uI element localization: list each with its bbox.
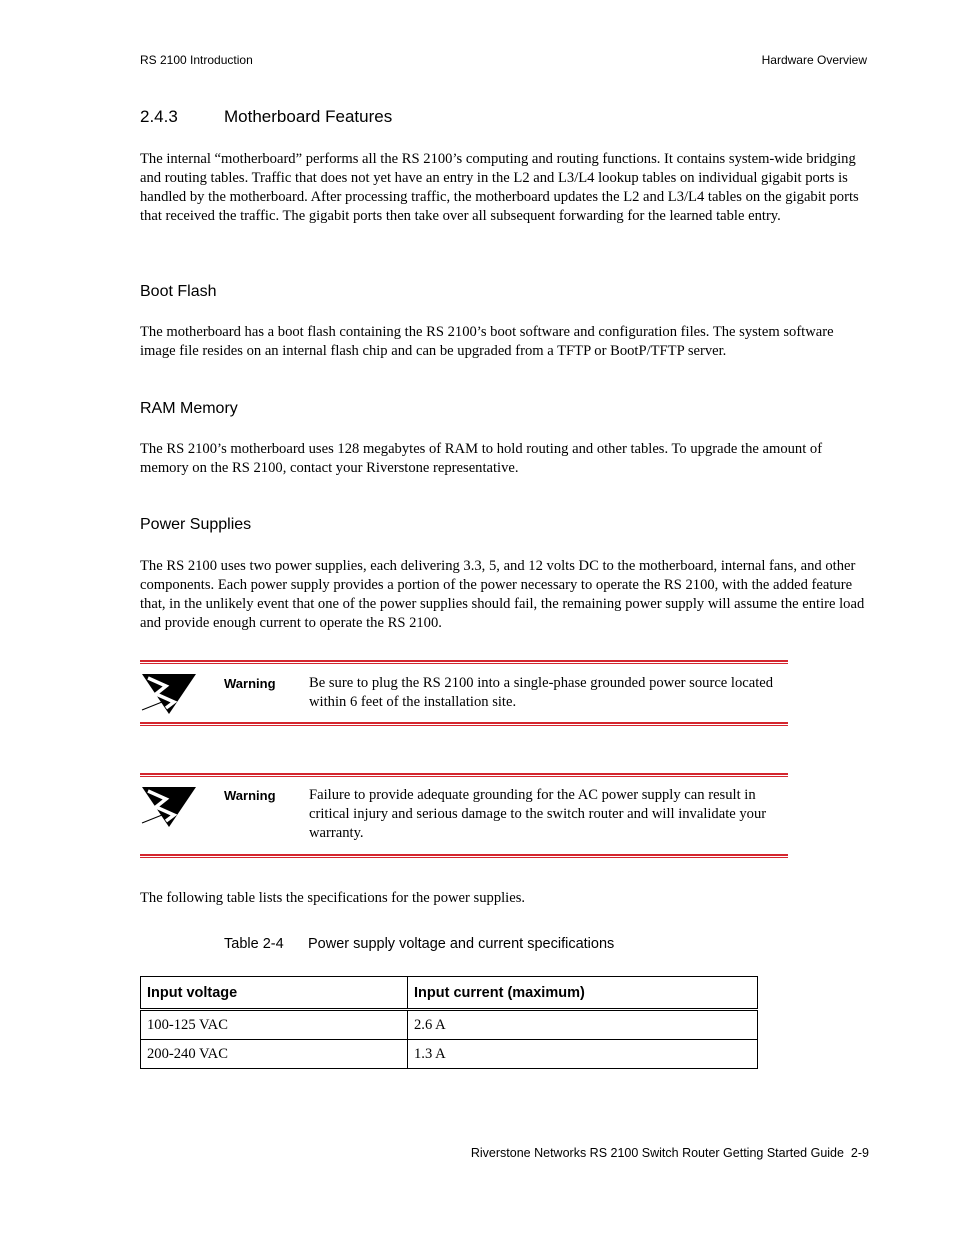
table-cell: 1.3 A <box>408 1040 758 1069</box>
warning-box-2 <box>140 773 788 863</box>
table-caption-text: Power supply voltage and current specifications <box>308 936 615 952</box>
intro-paragraph: The internal “motherboard” performs all the RS 2100’s computing and routing functions. It contains system-wide bridging and routing tables. Traffic that does not yet have an entry in the L2 and L3/L4 lookup tables on individual gigabit ports is handled by the motherboard. After processing traffic, the motherboard updates the L2 and L3/L4 tables on the gigabit ports that received the traffic. The gigabit ports then take over all subsequent forwarding for the learned table entry. <box>140 151 859 224</box>
warning-rule-top <box>140 773 788 777</box>
power-heading: Power Supplies <box>140 516 252 533</box>
table-header-cell: Input voltage <box>141 977 408 1010</box>
page-footer <box>471 1146 869 1160</box>
ram-paragraph: The RS 2100’s motherboard uses 128 megabytes of RAM to hold routing and other tables. To upgrade the amount of memory on the RS 2100, contact your Riverstone representative. <box>140 441 823 476</box>
table-caption <box>224 936 614 952</box>
table-header-row <box>141 977 758 1010</box>
warning-icon <box>140 785 198 829</box>
warning-text: Failure to provide adequate grounding for the AC power supply can result in critical injury and serious damage to the switch router and will invalidate your warranty. <box>309 787 767 841</box>
boot-flash-paragraph: The motherboard has a boot flash containing the RS 2100’s boot software and configuration files. The system software image file resides on an internal flash chip and can be upgraded from a TFTP or BootP/TFTP server. <box>140 324 834 359</box>
section-heading <box>140 107 392 127</box>
ram-heading: RAM Memory <box>140 400 238 417</box>
table-row <box>141 1040 758 1069</box>
boot-flash-heading: Boot Flash <box>140 283 217 300</box>
table-cell: 200-240 VAC <box>141 1040 408 1069</box>
table-intro-paragraph: The following table lists the specifications for the power supplies. <box>140 890 526 906</box>
footer-page-number: 2-9 <box>850 1146 869 1160</box>
warning-rule-top <box>140 660 788 664</box>
warning-label: Warning <box>224 676 276 691</box>
warning-rule-bottom <box>140 722 788 726</box>
running-header-left: RS 2100 Introduction <box>140 53 253 67</box>
power-paragraph: The RS 2100 uses two power supplies, each delivering 3.3, 5, and 12 volts DC to the motherboard, internal fans, and other components. Each power supply provides a portion of the power necessary to operate the RS 2100, with the added feature that, in the unlikely event that one of the power supplies should fail, the remaining power supply will assume the entire load and provide enough current to operate the RS 2100. <box>140 558 865 631</box>
table-header-cell: Input current (maximum) <box>408 977 758 1010</box>
table-cell: 2.6 A <box>408 1010 758 1040</box>
footer-title: Riverstone Networks RS 2100 Switch Router Getting Started Guide <box>470 1146 844 1160</box>
section-title: Motherboard Features <box>224 107 393 126</box>
running-header-right: Hardware Overview <box>761 53 867 67</box>
table-row <box>141 1010 758 1040</box>
section-number: 2.4.3 <box>140 107 178 126</box>
warning-rule-bottom <box>140 854 788 858</box>
warning-icon <box>140 672 198 716</box>
table-number: Table 2-4 <box>224 936 284 952</box>
warning-text: Be sure to plug the RS 2100 into a single-phase grounded power source located within 6 feet of the installation site. <box>309 675 774 710</box>
warning-box-1 <box>140 660 788 730</box>
warning-label: Warning <box>224 788 276 803</box>
table-cell: 100-125 VAC <box>141 1010 408 1040</box>
power-spec-table <box>140 976 758 1069</box>
